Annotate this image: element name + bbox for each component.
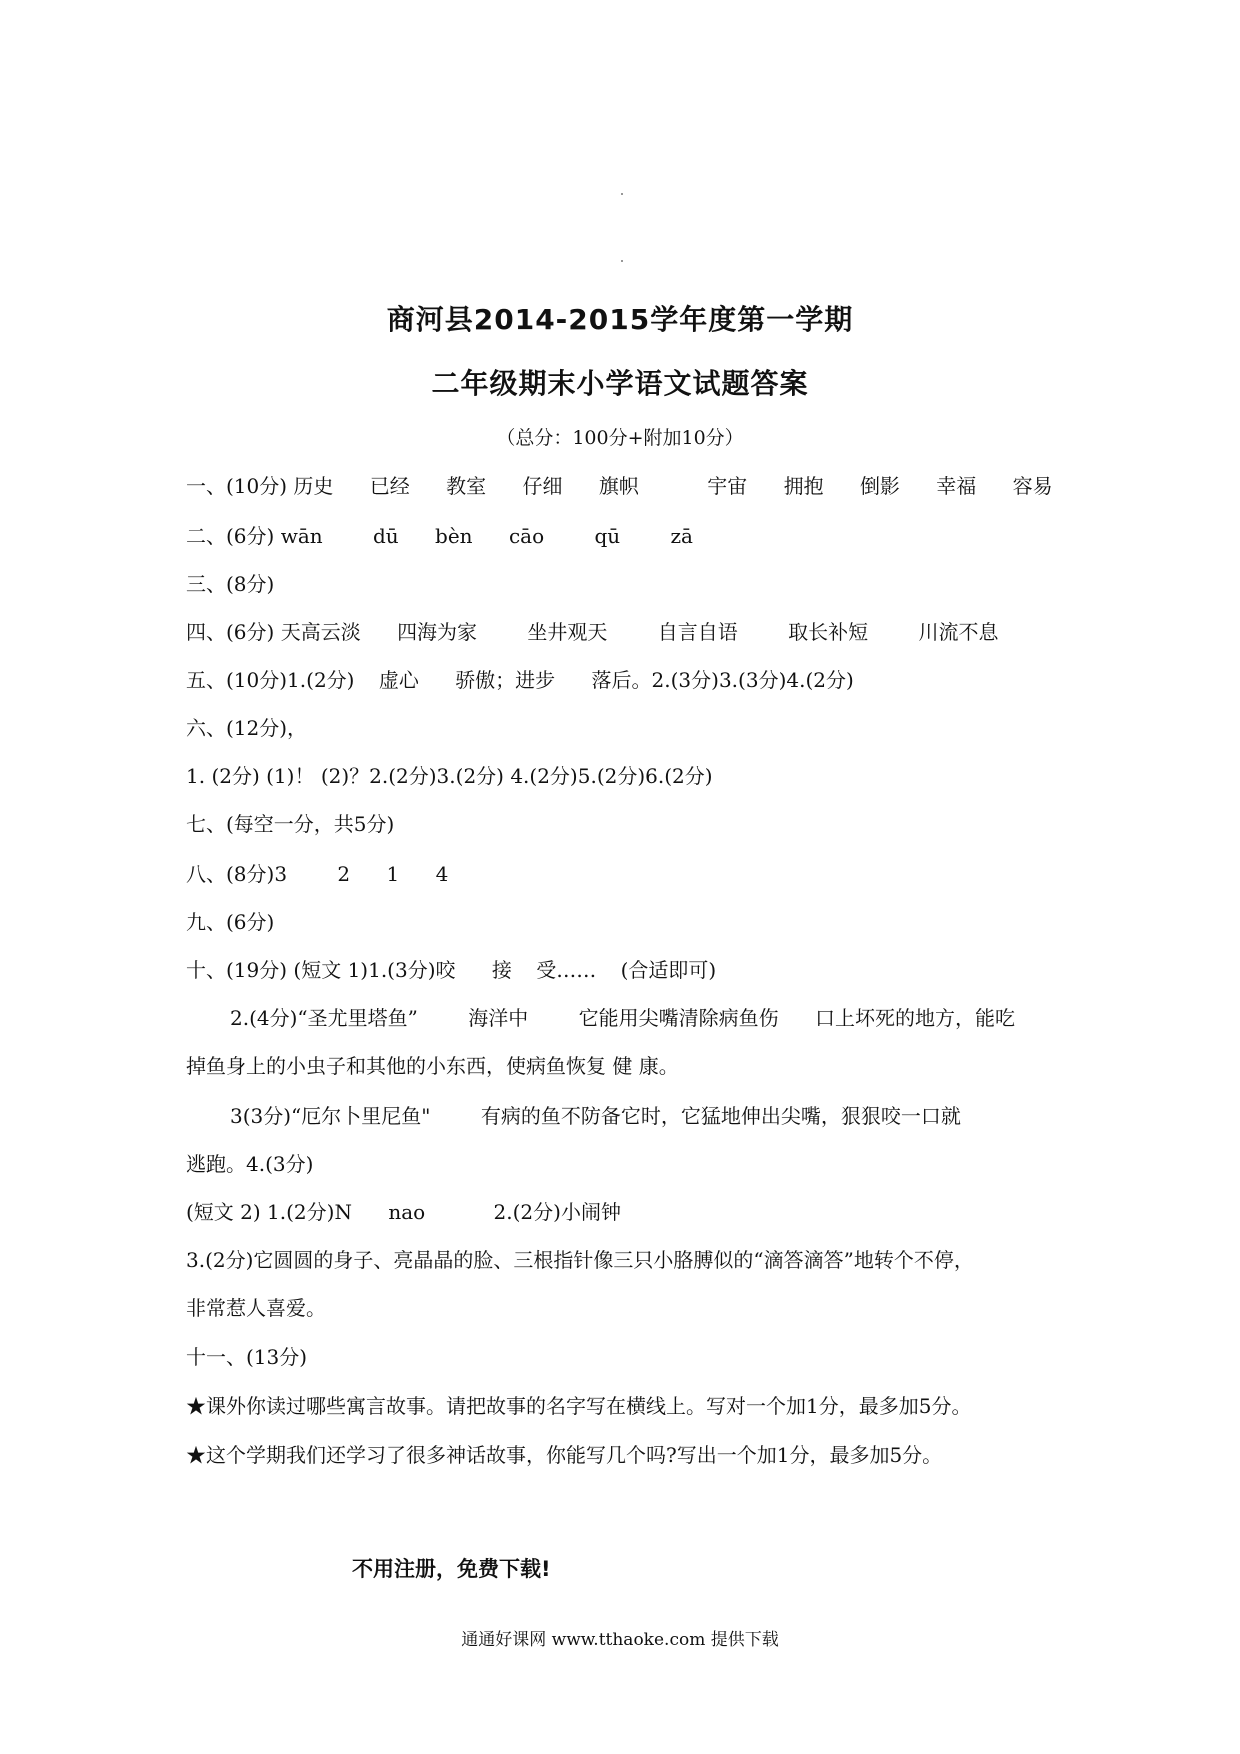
q10-answer-3-cont: 逃跑。4.(3分) (186, 1152, 314, 1176)
question-1 (186, 470, 1053, 499)
scan-speck (621, 193, 623, 195)
idiom-answer: 取长补短 (788, 620, 869, 644)
pinyin-answer: wān (280, 524, 323, 548)
q10-text: 有病的鱼不防备它时，它猛地伸出尖嘴，狠狠咬一口就 (480, 1104, 961, 1128)
question-6: 六、(12分)， (186, 716, 308, 740)
idiom-answer: 自言自语 (657, 620, 738, 644)
answer-word: 虚心 (378, 668, 419, 692)
answer-word: 已经 (369, 474, 410, 498)
q10-text: 受…… (536, 958, 597, 982)
q10-text: nao (388, 1200, 426, 1224)
q10-text: (合适即可) (620, 958, 717, 982)
answer-word: 倒影 (859, 474, 900, 498)
question-7: 七、(每空一分，共5分) (186, 812, 395, 836)
q10-text: 十、(19分) (短文 1)1.(3分)咬 (186, 958, 456, 982)
q2-label: 二、(6分) (186, 524, 275, 548)
q10-answer-3 (230, 1100, 961, 1129)
question-8 (186, 858, 448, 887)
question-11: 十一、(13分) (186, 1345, 308, 1369)
order-number: 4 (435, 862, 449, 886)
answer-word: 拥抱 (783, 474, 824, 498)
idiom-answer: 天高云淡 (280, 620, 361, 644)
question-10 (186, 954, 716, 983)
q10-text: 口上坏死的地方，能吃 (814, 1006, 1015, 1030)
question-9: 九、(6分) (186, 910, 275, 934)
total-score: （总分：100分+附加10分） (496, 427, 744, 449)
answer-word: 骄傲；进步 (455, 668, 556, 692)
answer-word: 教室 (446, 474, 487, 498)
bonus-question-2: ★这个学期我们还学习了很多神话故事，你能写几个吗?写出一个加1分，最多加5分。 (186, 1443, 943, 1467)
idiom-answer: 坐井观天 (527, 620, 608, 644)
idiom-answer: 四海为家 (397, 620, 478, 644)
q8-label: 八、(8分)3 (186, 862, 288, 886)
answer-word: 落后。2.(3分)3.(3分)4.(2分) (591, 668, 854, 692)
document-title: 商河县2014-2015学年度第一学期 (386, 303, 854, 336)
q10-passage-2 (186, 1196, 621, 1225)
question-4 (186, 616, 999, 645)
pinyin-answer: bèn (435, 524, 473, 548)
q10-text: 它能用尖嘴清除病鱼伤 (578, 1006, 779, 1030)
document-subtitle: 二年级期末小学语文试题答案 (431, 367, 809, 400)
answer-word: 旗帜 (598, 474, 639, 498)
q4-label: 四、(6分) (186, 620, 275, 644)
order-number: 2 (337, 862, 351, 886)
promo-text: 不用注册，免费下载! (352, 1557, 551, 1581)
question-6-detail: 1. (2分) (1)！ (2)？2.(2分)3.(2分) 4.(2分)5.(2分)6.(2分) (186, 764, 713, 788)
bonus-question-1: ★课外你读过哪些寓言故事。请把故事的名字写在横线上。写对一个加1分，最多加5分。 (186, 1394, 972, 1418)
pinyin-answer: zā (670, 524, 693, 548)
pinyin-answer: dū (373, 524, 399, 548)
q10-passage-2-answer-3: 3.(2分)它圆圆的身子、亮晶晶的脸、三根指针像三只小胳膊似的“滴答滴答”地转个不停， (186, 1248, 974, 1272)
question-2 (186, 520, 693, 549)
q10-text: 海洋中 (468, 1006, 529, 1030)
q10-text: (短文 2) 1.(2分)N (186, 1200, 352, 1224)
question-3: 三、(8分) (186, 572, 275, 596)
q10-text: 2.(2分)小闹钟 (493, 1200, 621, 1224)
scan-speck (621, 260, 623, 262)
order-number: 1 (386, 862, 400, 886)
answer-word: 宇宙 (707, 474, 748, 498)
question-5 (186, 664, 854, 693)
q10-passage-2-answer-3-cont: 非常惹人喜爱。 (186, 1296, 326, 1320)
pinyin-answer: cāo (508, 524, 545, 548)
q10-answer-2-cont: 掉鱼身上的小虫子和其他的小东西，使病鱼恢复 健 康。 (186, 1054, 679, 1078)
footer-source: 通通好课网 www.tthaoke.com 提供下载 (461, 1630, 779, 1650)
q10-text: 3(3分)“厄尔卜里尼鱼" (230, 1104, 431, 1128)
answer-word: 容易 (1012, 474, 1053, 498)
q10-answer-2 (230, 1002, 1015, 1031)
idiom-answer: 川流不息 (918, 620, 999, 644)
answer-word: 仔细 (522, 474, 563, 498)
q5-label: 五、(10分)1.(2分) (186, 668, 355, 692)
q10-text: 接 (491, 958, 512, 982)
q10-text: 2.(4分)“圣尤里塔鱼” (230, 1006, 418, 1030)
pinyin-answer: qū (594, 524, 621, 548)
q1-label: 一、(10分) (186, 474, 288, 498)
answer-word: 历史 (293, 474, 334, 498)
answer-word: 幸福 (936, 474, 977, 498)
